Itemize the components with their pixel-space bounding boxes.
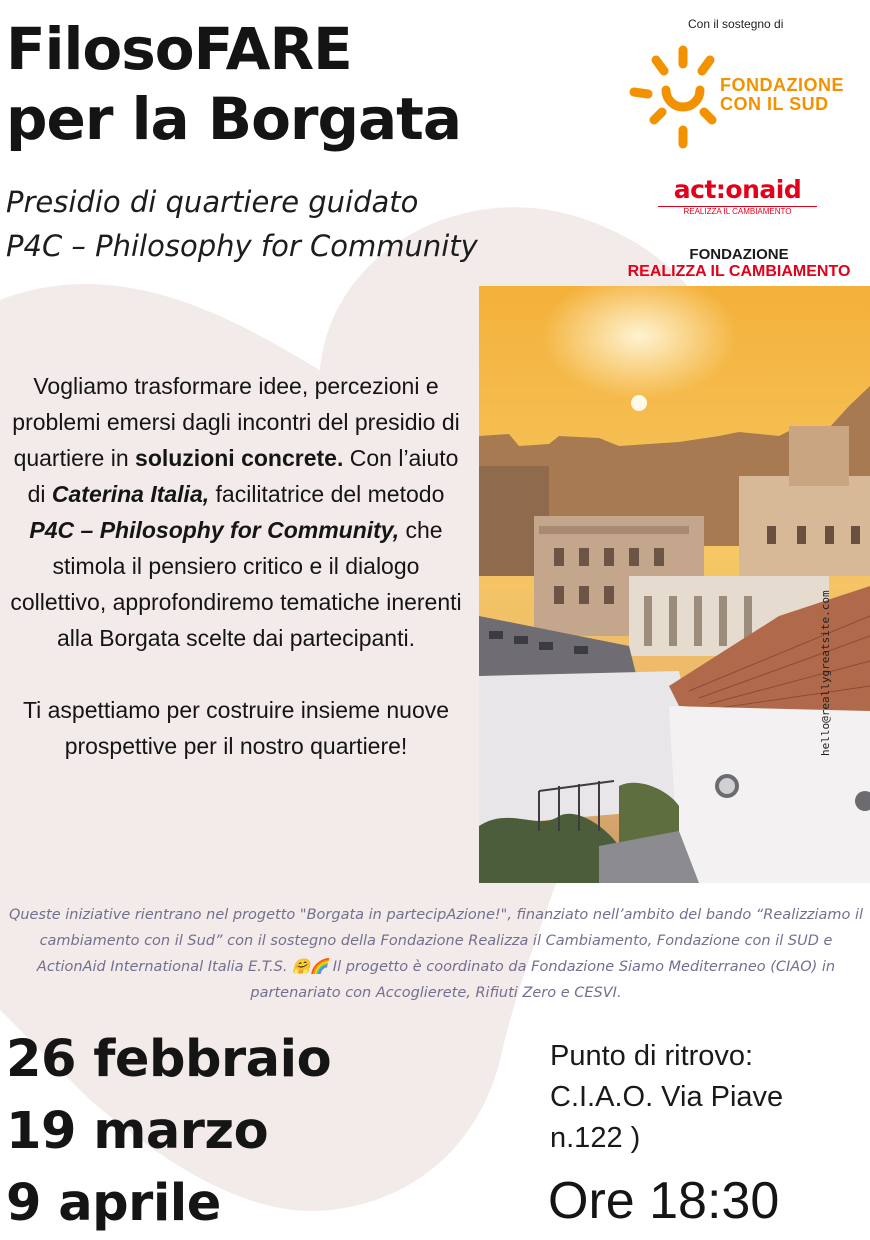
method-name: P4C – Philosophy for Community, bbox=[29, 517, 400, 543]
actionaid-logo bbox=[650, 176, 825, 217]
description-paragraph-2: Ti aspettiamo per costruire insieme nuove prospettive per il nostro quartiere! bbox=[22, 697, 450, 759]
date-3: 9 aprile bbox=[6, 1174, 221, 1233]
borgata-sunset-photo bbox=[479, 286, 870, 883]
actionaid-tagline: REALIZZA IL CAMBIAMENTO bbox=[658, 206, 817, 217]
photo-credit: hello@reallygreatsite.com bbox=[819, 590, 832, 756]
meeting-label: Punto di ritrovo: bbox=[550, 1040, 754, 1072]
event-title bbox=[6, 14, 461, 154]
actionaid-wordmark: act:onaid bbox=[673, 175, 802, 204]
event-time: Ore 18:30 bbox=[548, 1172, 780, 1230]
meeting-address: C.I.A.O. Via Piave bbox=[550, 1081, 784, 1113]
project-footnote: Queste iniziative rientrano nel progetto "Borgata in partecipAzione!", finanziato nell’ambito del bando “Realizziamo il cambiamento con il Sud” con il sostegno della Fondazione Realizza il Cambiamento, Fondazione con il SUD e ActionAid International Italia E.T.S. 🤗🌈 Il progetto è coordinato da Fondazione Siamo Mediterraneo (CIAO) in partenariato con Accoglierete, Rifiuti Zero e CESVI. bbox=[8, 907, 864, 1001]
date-2: 19 marzo bbox=[6, 1102, 269, 1161]
date-1: 26 febbraio bbox=[6, 1030, 332, 1089]
title-line-2: per la Borgata bbox=[6, 85, 462, 153]
fondazione-realizza-logo: FONDAZIONE REALIZZA IL CAMBIAMENTO bbox=[627, 246, 851, 280]
meeting-point bbox=[550, 1036, 783, 1159]
facilitator-name: Caterina Italia, bbox=[51, 481, 210, 507]
event-description bbox=[4, 368, 468, 764]
photo-illustration bbox=[479, 286, 870, 883]
title-line-1: FilosoFARE bbox=[6, 15, 352, 83]
fondazione-con-il-sud-logo bbox=[628, 42, 868, 152]
subtitle-line-1: Presidio di quartiere guidato bbox=[6, 185, 419, 219]
meeting-number: n.122 ) bbox=[550, 1122, 641, 1154]
sponsor-note: Con il sostegno di bbox=[688, 17, 784, 31]
event-subtitle bbox=[6, 180, 478, 268]
fondazione-con-il-sud-text: FONDAZIONE CON IL SUD bbox=[720, 75, 844, 114]
subtitle-line-2: P4C – Philosophy for Community bbox=[6, 229, 478, 263]
description-paragraph-1: Vogliamo trasformare idee, percezioni e problemi emersi dagli incontri del presidio di quartiere in soluzioni concrete. Con l’aiuto di Caterina Italia, facilitatrice del metodo P4C – Philosophy for Community, che stimola il pensiero critico e il dialogo collettivo, approfondiremo tematiche inerenti alla Borgata scelte dai partecipanti. bbox=[10, 373, 462, 651]
sun-icon bbox=[628, 42, 718, 152]
event-dates bbox=[6, 1024, 331, 1240]
